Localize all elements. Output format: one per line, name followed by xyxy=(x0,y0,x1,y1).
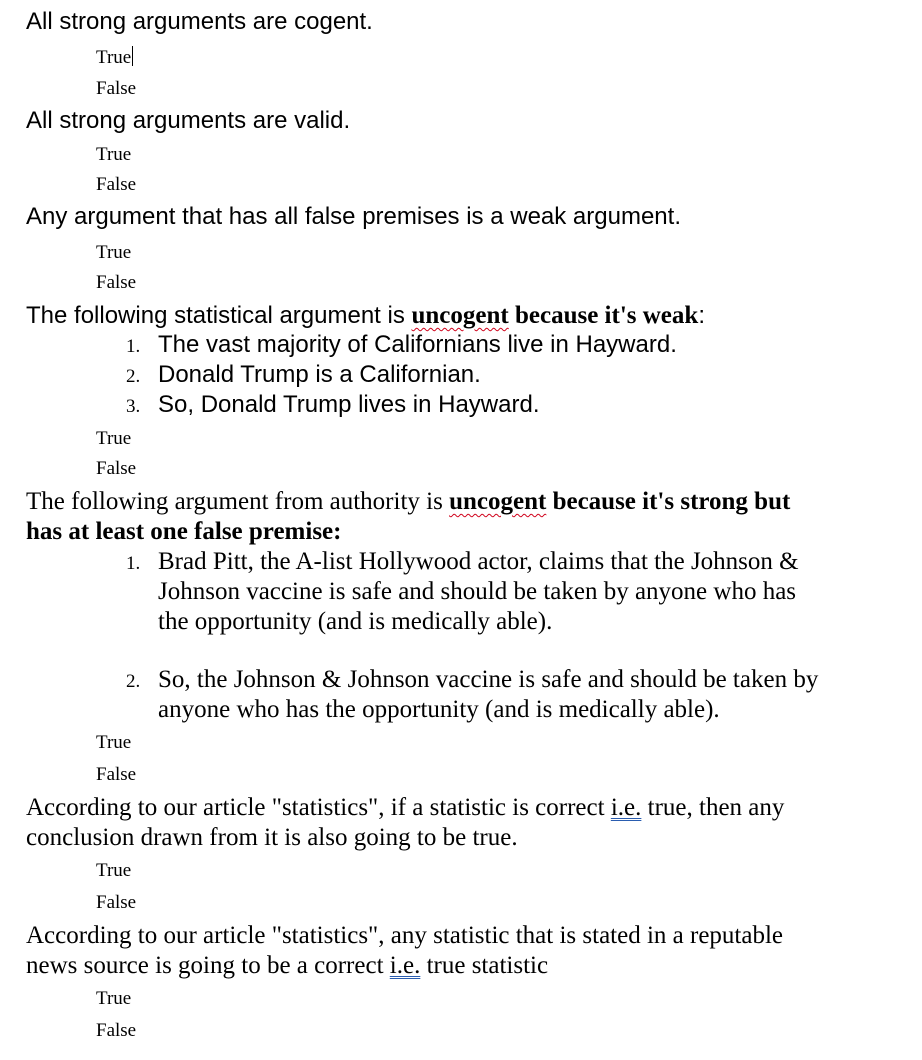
question-7-prompt-line-2 xyxy=(26,953,548,978)
prompt-text: The following argument from authority is xyxy=(26,488,450,515)
question-3-option-true[interactable]: True xyxy=(96,242,132,263)
list-item xyxy=(126,333,677,357)
question-6-prompt-line-2: conclusion drawn from it is also going to be true. xyxy=(26,824,518,851)
list-item xyxy=(126,363,481,387)
list-text-continued: Johnson vaccine is safe and should be taken by anyone who has xyxy=(158,578,797,605)
option-label: True xyxy=(96,47,132,68)
question-5-option-false[interactable]: False xyxy=(96,764,137,785)
question-7-option-true[interactable]: True xyxy=(96,988,132,1009)
question-7-prompt: According to our article "statistics", any statistic that is stated in a reputable xyxy=(26,922,784,949)
list-number: 2. xyxy=(126,366,141,387)
prompt-bold-text: because it's strong but xyxy=(546,488,791,515)
prompt-bold-text: because it's weak xyxy=(508,302,699,329)
prompt-text: The following statistical argument is xyxy=(26,302,412,329)
question-6-option-false[interactable]: False xyxy=(96,892,137,913)
list-text: Donald Trump is a Californian. xyxy=(158,361,481,388)
list-number: 3. xyxy=(126,396,141,417)
prompt-text: true statistic xyxy=(420,952,549,979)
grammar-flagged-abbr[interactable]: i.e. xyxy=(389,952,421,979)
list-text: So, Donald Trump lives in Hayward. xyxy=(158,391,540,418)
question-2-prompt: All strong arguments are valid. xyxy=(26,107,351,134)
question-4-option-true[interactable]: True xyxy=(96,428,132,449)
prompt-text: true, then any xyxy=(641,794,785,821)
question-5-prompt-line-2: has at least one false premise: xyxy=(26,518,342,545)
list-item xyxy=(126,667,818,692)
text-cursor xyxy=(132,46,133,66)
list-text: The vast majority of Californians live in Hayward. xyxy=(158,331,677,358)
list-item xyxy=(126,549,799,574)
grammar-flagged-abbr[interactable]: i.e. xyxy=(610,794,642,821)
list-number: 2. xyxy=(126,671,141,692)
question-6-prompt xyxy=(26,795,784,820)
question-3-option-false[interactable]: False xyxy=(96,272,137,293)
question-2-option-true[interactable]: True xyxy=(96,144,132,165)
question-1-option-true[interactable] xyxy=(96,46,133,67)
question-1-prompt: All strong arguments are cogent. xyxy=(26,8,373,35)
question-4-prompt xyxy=(26,303,705,328)
question-5-option-true[interactable]: True xyxy=(96,732,132,753)
list-text-continued: the opportunity (and is medically able). xyxy=(158,608,553,635)
question-1-option-false[interactable]: False xyxy=(96,78,137,99)
list-text: Brad Pitt, the A-list Hollywood actor, claims that the Johnson & xyxy=(158,548,799,575)
prompt-colon: : xyxy=(698,302,705,329)
list-number: 1. xyxy=(126,553,141,574)
spelling-flagged-word[interactable]: uncogent xyxy=(449,488,547,515)
question-7-option-false[interactable]: False xyxy=(96,1020,137,1041)
question-4-option-false[interactable]: False xyxy=(96,458,137,479)
prompt-text: news source is going to be a correct xyxy=(26,952,390,979)
spelling-flagged-word[interactable]: uncogent xyxy=(411,302,509,329)
list-item xyxy=(126,393,540,417)
question-5-prompt xyxy=(26,489,790,514)
list-number: 1. xyxy=(126,336,141,357)
list-text-continued: anyone who has the opportunity (and is medically able). xyxy=(158,696,720,723)
list-text: So, the Johnson & Johnson vaccine is safe and should be taken by xyxy=(158,666,819,693)
prompt-text: According to our article "statistics", if a statistic is correct xyxy=(26,794,611,821)
question-6-option-true[interactable]: True xyxy=(96,860,132,881)
question-3-prompt: Any argument that has all false premises is a weak argument. xyxy=(26,203,681,230)
question-2-option-false[interactable]: False xyxy=(96,174,137,195)
